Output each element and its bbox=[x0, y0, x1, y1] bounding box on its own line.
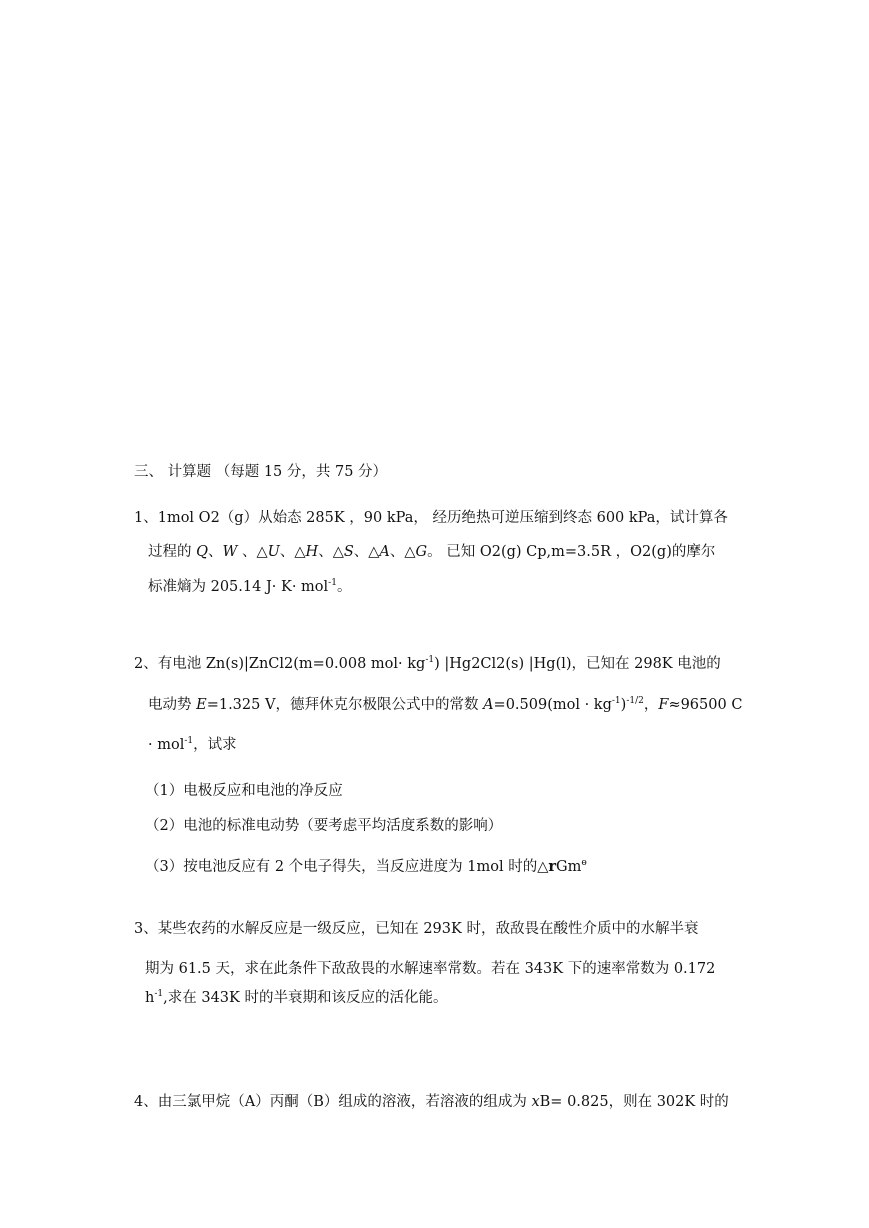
q1-sep: 、 bbox=[318, 544, 333, 560]
q2-subquestion-1: （1）电极反应和电池的净反应 bbox=[145, 783, 343, 799]
q4-line-1 bbox=[134, 1092, 729, 1112]
q1-text: 标准熵为 205.14 J· K· mol bbox=[148, 579, 329, 595]
q1-sep: 、 bbox=[208, 544, 223, 560]
q2-line-3 bbox=[148, 735, 237, 755]
q2-text: ) |Hg2Cl2(s) |Hg(l)，已知在 298K 电池的 bbox=[434, 656, 721, 672]
q4-var-x: x bbox=[531, 1094, 540, 1110]
q3-line-3 bbox=[145, 988, 447, 1008]
q2-text: ， bbox=[643, 697, 659, 713]
q4-text: 4、由三氯甲烷（A）丙酮（B）组成的溶液，若溶液的组成为 bbox=[134, 1094, 532, 1110]
q2-text: ) bbox=[620, 697, 627, 713]
q2-text: · mol bbox=[148, 737, 185, 753]
q2-text: =0.509(mol · kg bbox=[493, 697, 612, 713]
q3-line-2: 期为 61.5 天，求在此条件下敌敌畏的水解速率常数。若在 343K 下的速率常数为 0.172 bbox=[145, 961, 716, 977]
q2-superscript: -1/2 bbox=[626, 696, 644, 706]
q2-text: 2、有电池 Zn(s)|ZnCl2(m=0.008 mol· kg bbox=[134, 656, 426, 672]
q1-var-da: △A bbox=[368, 544, 390, 560]
q3-line-1: 3、某些农药的水解反应是一级反应，已知在 293K 时，敌敌畏在酸性介质中的水解半衰 bbox=[134, 921, 699, 937]
q1-var-ds: △S bbox=[332, 544, 354, 560]
q2-subquestion-3 bbox=[145, 857, 587, 877]
q1-sep: 、 bbox=[279, 544, 295, 560]
q1-line-2 bbox=[148, 542, 715, 562]
q1-line-1: 1、1mol O2（g）从始态 285K ，90 kPa， 经历绝热可逆压缩到终态 600 kPa，试计算各 bbox=[134, 510, 728, 526]
q1-text: 过程的 bbox=[148, 544, 197, 560]
q2-standard-symbol: ө bbox=[581, 858, 587, 868]
q1-var-dh: △H bbox=[294, 544, 319, 560]
q2-text: =1.325 V，德拜休克尔极限公式中的常数 bbox=[206, 697, 484, 713]
q2-delta-r: △r bbox=[537, 858, 557, 875]
q2-line-2 bbox=[148, 695, 742, 715]
q2-var-e: E bbox=[196, 697, 207, 713]
q4-text: B= 0.825，则在 302K 时的 bbox=[539, 1094, 729, 1110]
q1-var-w: W bbox=[222, 544, 238, 560]
q2-superscript: -1 bbox=[425, 655, 435, 665]
q1-text: 。 已知 O2(g) Cp,m=3.5R ，O2(g)的摩尔 bbox=[427, 544, 716, 560]
q3-text: h bbox=[145, 990, 155, 1006]
q1-superscript: -1 bbox=[328, 578, 337, 588]
q1-sep: 、 bbox=[389, 544, 405, 560]
q1-var-dg: △G bbox=[404, 544, 428, 560]
q3-text: ,求在 343K 时的半衰期和该反应的活化能。 bbox=[163, 990, 448, 1006]
q2-var-a: A bbox=[483, 697, 494, 713]
q2-text: ，试求 bbox=[193, 737, 237, 753]
q1-text: 。 bbox=[336, 579, 352, 595]
q1-var-du: △U bbox=[256, 544, 280, 560]
q2-text: Gm bbox=[556, 859, 582, 875]
q2-superscript: -1 bbox=[611, 696, 621, 706]
q2-line-1 bbox=[134, 654, 721, 674]
q1-sep: 、 bbox=[237, 544, 257, 560]
section-heading: 三、 计算题 （每题 15 分，共 75 分） bbox=[134, 464, 388, 480]
q2-subquestion-2: （2）电池的标准电动势（要考虑平均活度系数的影响） bbox=[145, 818, 503, 834]
q2-var-f: F bbox=[658, 697, 669, 713]
q1-var-q: Q bbox=[196, 544, 208, 560]
q3-superscript: -1 bbox=[154, 989, 164, 999]
q2-text: ≈96500 C bbox=[668, 697, 743, 713]
q2-superscript: -1 bbox=[184, 736, 194, 746]
q2-text: 电动势 bbox=[148, 697, 197, 713]
q1-sep: 、 bbox=[353, 544, 369, 560]
q1-line-3 bbox=[148, 577, 351, 597]
q2-text: （3）按电池反应有 2 个电子得失，当反应进度为 1mol 时的 bbox=[145, 859, 538, 875]
